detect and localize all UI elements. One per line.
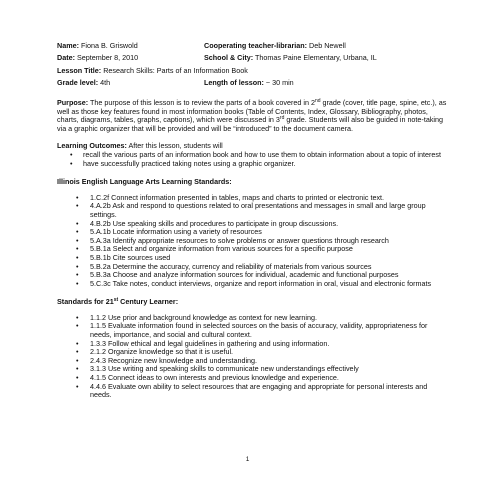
coop-value: Deb Newell [309, 40, 346, 50]
lesson-title-field [57, 67, 248, 76]
school-label: School & City: [204, 53, 254, 63]
list-item: • 4.A.2b Ask and respond to questions related to oral presentations and messages in small and large group settings. [57, 202, 447, 219]
purpose-text-b: grade (cover, title page, spine, etc.), as well as those key features found in most information books (Table of Contents, Index, Glossary, Bibliography, photos, charts, diagrams, tables, graphs, captions), which were discussed in 3 [57, 98, 447, 125]
lesson-plan-page [57, 40, 447, 400]
century-title-b: Century Learner: [118, 297, 179, 307]
list-item: • 5.C.3c Take notes, conduct interviews, organize and report information in oral, visual and electronic formats [57, 280, 447, 289]
length-field [204, 79, 294, 88]
list-item: • 2.1.2 Organize knowledge so that it is useful. [57, 348, 447, 357]
coop-field [204, 42, 346, 51]
name-value: Fiona B. Griswold [80, 40, 138, 50]
school-field [204, 54, 377, 63]
list-item: • 4.B.2b Use speaking skills and procedures to participate in group discussions. [57, 220, 447, 229]
list-item: • 4.4.6 Evaluate own ability to select resources that are engaging and appropriate for personal interests and needs. [57, 383, 447, 400]
outcomes-intro: After this lesson, students will [128, 141, 223, 151]
list-item: • 1.3.3 Follow ethical and legal guidelines in gathering and using information. [57, 340, 447, 349]
list-item: • 1.1.2 Use prior and background knowledge as context for new learning. [57, 314, 447, 323]
list-item: • 4.1.5 Connect ideas to own interests and previous knowledge and experience. [57, 374, 447, 383]
learning-outcomes [57, 142, 447, 168]
purpose-text-a: The purpose of this lesson is to review the parts of a book covered in 2 [90, 98, 315, 107]
page-number: 1 [245, 456, 250, 463]
length-value: ~ 30 min [265, 78, 294, 88]
century-title-a: Standards for 21 [57, 297, 114, 307]
list-item: • 5.B.1b Cite sources used [57, 254, 447, 263]
list-item: • 5.A.3a Identify appropriate resources to solve problems or answer questions through research [57, 237, 447, 246]
purpose-label: Purpose: [57, 98, 89, 107]
date-field [57, 54, 204, 63]
lesson-title-value: Research Skills: Parts of an Information Book [103, 65, 248, 75]
list-item: • 5.B.2a Determine the accuracy, currency and reliability of materials from various sources [57, 263, 447, 272]
list-item: • 1.1.5 Evaluate information found in selected sources on the basis of accuracy, validity, appropriateness for needs, importance, and social and cultural context. [57, 322, 447, 339]
lesson-title-label: Lesson Title: [57, 65, 102, 75]
name-field [57, 42, 204, 51]
header-row-title [57, 65, 447, 78]
purpose-paragraph [57, 99, 447, 133]
list-item: • 1.C.2f Connect information presented in tables, maps and charts to printed or electronic text. [57, 194, 447, 203]
purpose-sup-a: nd [314, 98, 321, 104]
list-item: • 5.A.1b Locate information using a variety of resources [57, 228, 447, 237]
list-item: • recall the various parts of an information book and how to use them to obtain information about a topic of interest [57, 151, 447, 160]
century-title-sup: st [113, 297, 119, 304]
header-row-name [57, 40, 447, 53]
illinois-standards-list [57, 194, 447, 289]
grade-value: 4th [100, 78, 111, 88]
list-item: • 5.B.1a Select and organize information from various sources for a specific purpose [57, 245, 447, 254]
header-row-date [57, 53, 447, 66]
length-label: Length of lesson: [204, 78, 264, 88]
purpose-text-c: grade. Students will also be guided in note-taking via a graphic organizer that will be provided and will be “introduced” to the document camera. [57, 115, 444, 133]
purpose-sup-b: rd [279, 115, 285, 122]
century-standards-title [57, 298, 447, 307]
date-label: Date: [57, 53, 75, 63]
name-label: Name: [57, 40, 79, 50]
grade-label: Grade level: [57, 78, 99, 88]
list-item: • 3.1.3 Use writing and speaking skills to communicate new understandings effectively [57, 365, 447, 374]
coop-label: Cooperating teacher-librarian: [204, 40, 308, 50]
century-standards-list [57, 314, 447, 400]
list-item: • 2.4.3 Recognize new knowledge and understanding. [57, 357, 447, 366]
illinois-standards-title: Illinois English Language Arts Learning Standards: [57, 177, 232, 187]
list-item: • 5.B.3a Choose and analyze information sources for individual, academic and functional purposes [57, 271, 447, 280]
school-value: Thomas Paine Elementary, Urbana, IL [255, 53, 377, 63]
outcomes-label: Learning Outcomes: [57, 141, 127, 151]
outcomes-list [57, 151, 447, 168]
date-value: September 8, 2010 [76, 53, 139, 63]
grade-field [57, 79, 204, 88]
header-row-grade [57, 78, 447, 91]
list-item: • have successfully practiced taking notes using a graphic organizer. [57, 160, 447, 169]
